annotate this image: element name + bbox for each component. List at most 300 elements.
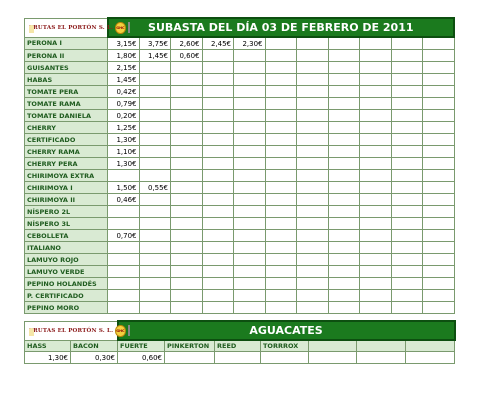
- price-cell: 2,15€: [108, 62, 140, 74]
- variety-price: [357, 352, 406, 364]
- price-cell: [265, 86, 297, 98]
- product-name: CHIRIMOYA II: [25, 194, 108, 206]
- auction-sheet: [24, 17, 454, 364]
- price-cell: [328, 266, 360, 278]
- price-cell: [265, 230, 297, 242]
- price-cell: [139, 230, 171, 242]
- price-cell: [265, 62, 297, 74]
- price-cell: [391, 50, 423, 62]
- price-cell: [391, 74, 423, 86]
- price-cell: [265, 134, 297, 146]
- variety-price: 0,60€: [118, 352, 165, 364]
- price-cell: [265, 74, 297, 86]
- product-row: [25, 230, 455, 242]
- price-cell: [139, 218, 171, 230]
- price-cell: [328, 62, 360, 74]
- price-cell: [328, 242, 360, 254]
- variety-name: PINKERTON: [165, 340, 215, 352]
- variety-row: [25, 340, 455, 352]
- aguacates-table: [24, 320, 456, 364]
- price-cell: [202, 254, 234, 266]
- product-row: [25, 62, 455, 74]
- price-cell: [328, 50, 360, 62]
- price-cell: [360, 254, 392, 266]
- price-cell: [360, 242, 392, 254]
- price-cell: [360, 194, 392, 206]
- price-cell: [139, 254, 171, 266]
- price-cell: [171, 242, 203, 254]
- price-cell: [234, 62, 266, 74]
- variety-name: REED: [215, 340, 261, 352]
- price-cell: [202, 182, 234, 194]
- product-name: TOMATE RAMA: [25, 98, 108, 110]
- price-cell: [108, 254, 140, 266]
- product-name: HABAS: [25, 74, 108, 86]
- price-cell: [360, 37, 392, 50]
- price-cell: [360, 302, 392, 314]
- price-cell: [360, 86, 392, 98]
- price-cell: 0,79€: [108, 98, 140, 110]
- price-cell: [139, 278, 171, 290]
- product-name: TOMATE DANIELA: [25, 110, 108, 122]
- auction-title: SUBASTA DEL DÍA 03 DE FEBRERO DE 2011: [108, 18, 455, 37]
- price-cell: [265, 278, 297, 290]
- variety-name: [406, 340, 455, 352]
- price-cell: [297, 110, 329, 122]
- product-name: LAMUYO ROJO: [25, 254, 108, 266]
- product-name: NÍSPERO 2L: [25, 206, 108, 218]
- product-name: TOMATE PERA: [25, 86, 108, 98]
- price-cell: [391, 218, 423, 230]
- price-cell: 2,60€: [171, 37, 203, 50]
- price-cell: [171, 86, 203, 98]
- price-cell: [265, 290, 297, 302]
- price-cell: [297, 86, 329, 98]
- price-cell: [234, 302, 266, 314]
- price-cell: [202, 170, 234, 182]
- price-cell: [423, 37, 455, 50]
- price-cell: [139, 266, 171, 278]
- price-cell: [391, 254, 423, 266]
- variety-name: [309, 340, 357, 352]
- price-cell: [234, 242, 266, 254]
- price-cell: [423, 50, 455, 62]
- price-cell: [391, 98, 423, 110]
- product-row: [25, 134, 455, 146]
- variety-name: [357, 340, 406, 352]
- price-cell: [328, 254, 360, 266]
- price-cell: [297, 122, 329, 134]
- price-cell: [391, 86, 423, 98]
- price-cell: [391, 242, 423, 254]
- product-row: [25, 206, 455, 218]
- price-cell: [234, 146, 266, 158]
- price-cell: [139, 110, 171, 122]
- price-cell: [202, 50, 234, 62]
- price-cell: [171, 290, 203, 302]
- product-name: PEPINO MORO: [25, 302, 108, 314]
- product-name: CHIRIMOYA EXTRA: [25, 170, 108, 182]
- price-cell: [423, 230, 455, 242]
- price-cell: [139, 98, 171, 110]
- price-cell: [297, 182, 329, 194]
- price-cell: [234, 134, 266, 146]
- certificate-icon: [128, 22, 130, 33]
- price-cell: [202, 122, 234, 134]
- product-name: CHERRY PERA: [25, 158, 108, 170]
- price-cell: [108, 266, 140, 278]
- price-cell: [108, 302, 140, 314]
- product-row: [25, 266, 455, 278]
- price-cell: [391, 134, 423, 146]
- price-cell: [297, 278, 329, 290]
- price-cell: [328, 37, 360, 50]
- price-cell: 1,30€: [108, 134, 140, 146]
- price-cell: [202, 62, 234, 74]
- price-cell: [360, 182, 392, 194]
- certificate-icon: [128, 325, 130, 336]
- price-cell: [265, 194, 297, 206]
- price-cell: 1,25€: [108, 122, 140, 134]
- price-cell: [139, 62, 171, 74]
- price-cell: [171, 110, 203, 122]
- price-cell: [265, 146, 297, 158]
- price-cell: [328, 182, 360, 194]
- price-cell: [234, 230, 266, 242]
- price-cell: [360, 98, 392, 110]
- price-cell: [202, 74, 234, 86]
- price-cell: [171, 266, 203, 278]
- price-cell: [139, 122, 171, 134]
- header-row: [25, 18, 455, 37]
- price-cell: [202, 206, 234, 218]
- price-cell: [297, 230, 329, 242]
- product-row: [25, 182, 455, 194]
- price-cell: [139, 242, 171, 254]
- price-cell: [391, 62, 423, 74]
- price-cell: [360, 62, 392, 74]
- price-cell: [328, 290, 360, 302]
- price-cell: [391, 302, 423, 314]
- price-cell: 1,45€: [108, 74, 140, 86]
- price-cell: [234, 170, 266, 182]
- price-cell: [171, 254, 203, 266]
- price-cell: 1,10€: [108, 146, 140, 158]
- price-cell: 1,45€: [139, 50, 171, 62]
- product-name: CHERRY RAMA: [25, 146, 108, 158]
- variety-price-row: [25, 352, 455, 364]
- price-cell: [391, 110, 423, 122]
- price-cell: [360, 206, 392, 218]
- price-cell: [171, 230, 203, 242]
- price-cell: [265, 122, 297, 134]
- price-cell: [423, 122, 455, 134]
- price-cell: [423, 170, 455, 182]
- price-cell: [265, 182, 297, 194]
- price-cell: [391, 266, 423, 278]
- price-cell: [391, 194, 423, 206]
- aguacates-header-row: [25, 321, 455, 340]
- price-cell: [360, 170, 392, 182]
- price-cell: [391, 206, 423, 218]
- price-cell: [423, 146, 455, 158]
- price-cell: 2,45€: [202, 37, 234, 50]
- price-cell: [391, 146, 423, 158]
- variety-name: FUERTE: [118, 340, 165, 352]
- price-cell: [171, 74, 203, 86]
- price-cell: [391, 122, 423, 134]
- price-cell: [360, 110, 392, 122]
- auction-price-table: [24, 17, 455, 314]
- price-cell: [202, 302, 234, 314]
- price-cell: [297, 218, 329, 230]
- price-cell: [297, 146, 329, 158]
- price-cell: [139, 86, 171, 98]
- price-cell: [202, 110, 234, 122]
- price-cell: [360, 158, 392, 170]
- price-cell: [171, 278, 203, 290]
- price-cell: [360, 146, 392, 158]
- price-cell: [360, 122, 392, 134]
- price-cell: [171, 134, 203, 146]
- price-cell: [171, 146, 203, 158]
- price-cell: [234, 290, 266, 302]
- product-row: [25, 37, 455, 50]
- price-cell: [423, 98, 455, 110]
- price-cell: [328, 74, 360, 86]
- price-cell: 0,70€: [108, 230, 140, 242]
- price-cell: [202, 290, 234, 302]
- price-cell: [423, 182, 455, 194]
- price-cell: [234, 158, 266, 170]
- quality-seal-icon: GHC: [115, 325, 125, 337]
- price-cell: [139, 170, 171, 182]
- price-cell: [297, 158, 329, 170]
- price-cell: [108, 290, 140, 302]
- price-cell: [328, 218, 360, 230]
- price-cell: [423, 158, 455, 170]
- price-cell: [265, 254, 297, 266]
- price-cell: [391, 278, 423, 290]
- price-cell: [423, 110, 455, 122]
- price-cell: [360, 218, 392, 230]
- price-cell: [423, 86, 455, 98]
- price-cell: [297, 266, 329, 278]
- price-cell: [139, 194, 171, 206]
- product-row: [25, 50, 455, 62]
- price-cell: [328, 170, 360, 182]
- price-cell: [234, 278, 266, 290]
- price-cell: 1,30€: [108, 158, 140, 170]
- price-cell: [171, 194, 203, 206]
- price-cell: [171, 98, 203, 110]
- price-cell: 0,60€: [171, 50, 203, 62]
- price-cell: [423, 218, 455, 230]
- price-cell: [328, 278, 360, 290]
- price-cell: [297, 50, 329, 62]
- variety-price: [165, 352, 215, 364]
- price-cell: [423, 134, 455, 146]
- price-cell: [108, 218, 140, 230]
- product-row: [25, 74, 455, 86]
- price-cell: [360, 230, 392, 242]
- variety-price: [309, 352, 357, 364]
- product-name: PERONA I: [25, 37, 108, 50]
- price-cell: [234, 194, 266, 206]
- price-cell: [139, 290, 171, 302]
- price-cell: [202, 230, 234, 242]
- price-cell: [265, 50, 297, 62]
- price-cell: [297, 302, 329, 314]
- price-cell: [139, 146, 171, 158]
- price-cell: [171, 218, 203, 230]
- price-cell: [171, 182, 203, 194]
- price-cell: [139, 206, 171, 218]
- price-cell: [328, 206, 360, 218]
- price-cell: [391, 290, 423, 302]
- brand-logo: [25, 18, 125, 37]
- price-cell: [423, 266, 455, 278]
- price-cell: [171, 170, 203, 182]
- price-cell: [234, 206, 266, 218]
- price-cell: [108, 206, 140, 218]
- price-cell: [108, 170, 140, 182]
- price-cell: [391, 230, 423, 242]
- product-row: [25, 194, 455, 206]
- price-cell: [234, 50, 266, 62]
- price-cell: [234, 182, 266, 194]
- price-cell: [297, 98, 329, 110]
- price-cell: [328, 146, 360, 158]
- price-cell: [423, 74, 455, 86]
- price-cell: [297, 254, 329, 266]
- product-row: [25, 122, 455, 134]
- variety-price: 0,30€: [71, 352, 118, 364]
- price-cell: [234, 218, 266, 230]
- product-row: [25, 86, 455, 98]
- price-cell: [108, 278, 140, 290]
- price-cell: [328, 110, 360, 122]
- product-row: [25, 242, 455, 254]
- price-cell: [423, 254, 455, 266]
- price-cell: [234, 266, 266, 278]
- price-cell: [171, 62, 203, 74]
- price-cell: [423, 242, 455, 254]
- price-cell: [328, 158, 360, 170]
- price-cell: 0,55€: [139, 182, 171, 194]
- price-cell: [139, 74, 171, 86]
- price-cell: [328, 98, 360, 110]
- price-cell: [202, 242, 234, 254]
- price-cell: [265, 242, 297, 254]
- price-cell: [234, 122, 266, 134]
- price-cell: [234, 254, 266, 266]
- price-cell: [265, 218, 297, 230]
- brand-name: FRUTAS EL PORTÓN S. L.: [29, 327, 114, 334]
- price-cell: [139, 134, 171, 146]
- price-cell: [360, 266, 392, 278]
- price-cell: 0,42€: [108, 86, 140, 98]
- price-cell: [202, 134, 234, 146]
- variety-name: HASS: [25, 340, 71, 352]
- price-cell: [297, 74, 329, 86]
- product-name: P. CERTIFICADO: [25, 290, 108, 302]
- price-cell: [202, 218, 234, 230]
- price-cell: 2,30€: [234, 37, 266, 50]
- price-cell: [202, 278, 234, 290]
- product-row: [25, 110, 455, 122]
- price-cell: [423, 302, 455, 314]
- price-cell: [360, 278, 392, 290]
- product-name: PEPINO HOLANDÉS: [25, 278, 108, 290]
- price-cell: [391, 158, 423, 170]
- price-cell: [265, 206, 297, 218]
- quality-seal-icon: GHC: [115, 22, 125, 34]
- price-cell: [234, 98, 266, 110]
- variety-name: BACON: [71, 340, 118, 352]
- price-cell: [297, 62, 329, 74]
- price-cell: [423, 290, 455, 302]
- price-cell: [202, 266, 234, 278]
- price-cell: [391, 182, 423, 194]
- product-row: [25, 290, 455, 302]
- price-cell: [391, 37, 423, 50]
- product-row: [25, 302, 455, 314]
- price-cell: [297, 290, 329, 302]
- price-cell: [391, 170, 423, 182]
- product-row: [25, 170, 455, 182]
- price-cell: [234, 110, 266, 122]
- price-cell: [171, 302, 203, 314]
- price-cell: [423, 278, 455, 290]
- variety-price: [406, 352, 455, 364]
- product-row: [25, 98, 455, 110]
- variety-price: [261, 352, 309, 364]
- product-name: CEBOLLETA: [25, 230, 108, 242]
- product-name: CHIRIMOYA I: [25, 182, 108, 194]
- product-name: LAMUYO VERDE: [25, 266, 108, 278]
- price-cell: 3,15€: [108, 37, 140, 50]
- variety-price: [215, 352, 261, 364]
- product-name: ITALIANO: [25, 242, 108, 254]
- price-cell: [265, 266, 297, 278]
- price-cell: [265, 170, 297, 182]
- price-cell: [265, 37, 297, 50]
- price-cell: [139, 158, 171, 170]
- aguacates-title: AGUACATES: [118, 321, 455, 340]
- price-cell: 0,20€: [108, 110, 140, 122]
- price-cell: [360, 134, 392, 146]
- price-cell: [297, 206, 329, 218]
- price-cell: [202, 146, 234, 158]
- price-cell: 0,46€: [108, 194, 140, 206]
- price-cell: [297, 194, 329, 206]
- variety-price: 1,30€: [25, 352, 71, 364]
- product-row: [25, 254, 455, 266]
- price-cell: [328, 86, 360, 98]
- price-cell: [202, 98, 234, 110]
- price-cell: [234, 86, 266, 98]
- price-cell: [171, 122, 203, 134]
- variety-name: TORRROX: [261, 340, 309, 352]
- price-cell: [360, 74, 392, 86]
- product-row: [25, 278, 455, 290]
- price-cell: [202, 86, 234, 98]
- product-row: [25, 158, 455, 170]
- product-name: PERONA II: [25, 50, 108, 62]
- price-cell: [328, 302, 360, 314]
- price-cell: 3,75€: [139, 37, 171, 50]
